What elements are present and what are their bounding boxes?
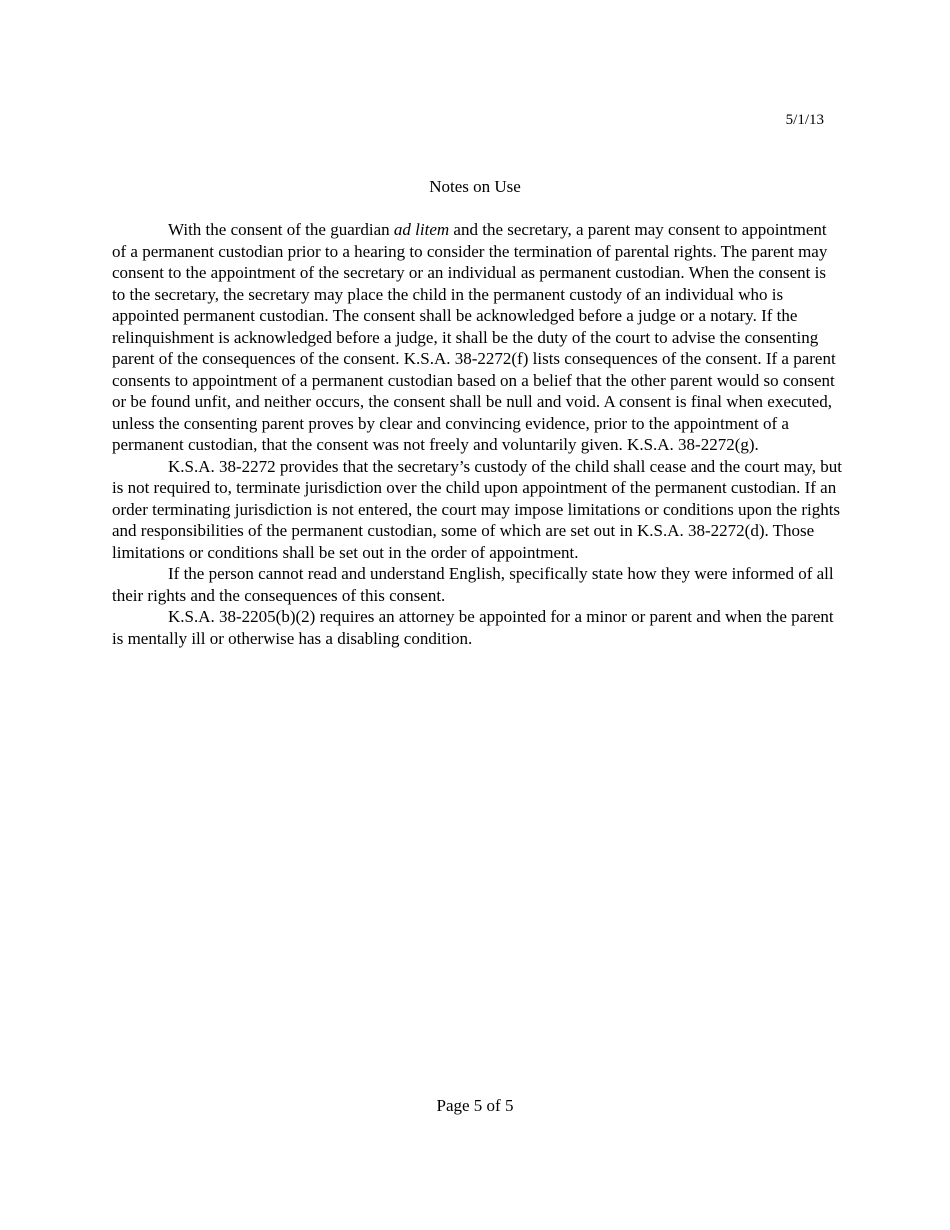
document-date: 5/1/13: [785, 112, 824, 128]
paragraph-consent: [112, 219, 842, 456]
italic-term: ad litem: [393, 220, 450, 239]
notes-body: [112, 219, 842, 649]
paragraph-jurisdiction: K.S.A. 38-2272 provides that the secretary’s custody of the child shall cease and the court may, but is not required to, terminate jurisdiction over the child upon appointment of the permanent custodian. If an order terminating jurisdiction is not entered, the court may impose limitations or conditions upon the rights and responsibilities of the permanent custodian, some of which are set out in K.S.A. 38-2272(d). Those limitations or conditions shall be set out in the order of appointment.: [112, 456, 842, 562]
page-number: Page 5 of 5: [436, 1096, 514, 1115]
paragraph-consent-rest: and the secretary, a parent may consent to appointment of a permanent custodian prior to a hearing to consider the termination of parental rights. The parent may consent to the appointment of the secretary or an individual as permanent custodian. When the consent is to the secretary, the secretary may place the child in the permanent custody of an individual who is appointed permanent custodian. The consent shall be acknowledged before a judge or a notary. If the relinquishment is acknowledged before a judge, it shall be the duty of the court to advise the consenting parent of the consequences of the consent. K.S.A. 38-2272(f) lists consequences of the consent. If a parent consents to appointment of a permanent custodian based on a belief that the other parent would so consent or be found unfit, and neither occurs, the consent shall be null and void. A consent is final when executed, unless the consenting parent proves by clear and convincing evidence, prior to the appointment of a permanent custodian, that the consent was not freely and voluntarily given. K.S.A. 38-2272(g).: [112, 220, 836, 454]
page-title: Notes on Use: [429, 177, 521, 196]
paragraph-attorney: K.S.A. 38-2205(b)(2) requires an attorney be appointed for a minor or parent and when the parent is mentally ill or otherwise has a disabling condition.: [112, 607, 834, 648]
paragraph-english: If the person cannot read and understand English, specifically state how they were informed of all their rights and the consequences of this consent.: [112, 564, 834, 605]
paragraph-consent-start: With the consent of the guardian: [168, 220, 394, 239]
